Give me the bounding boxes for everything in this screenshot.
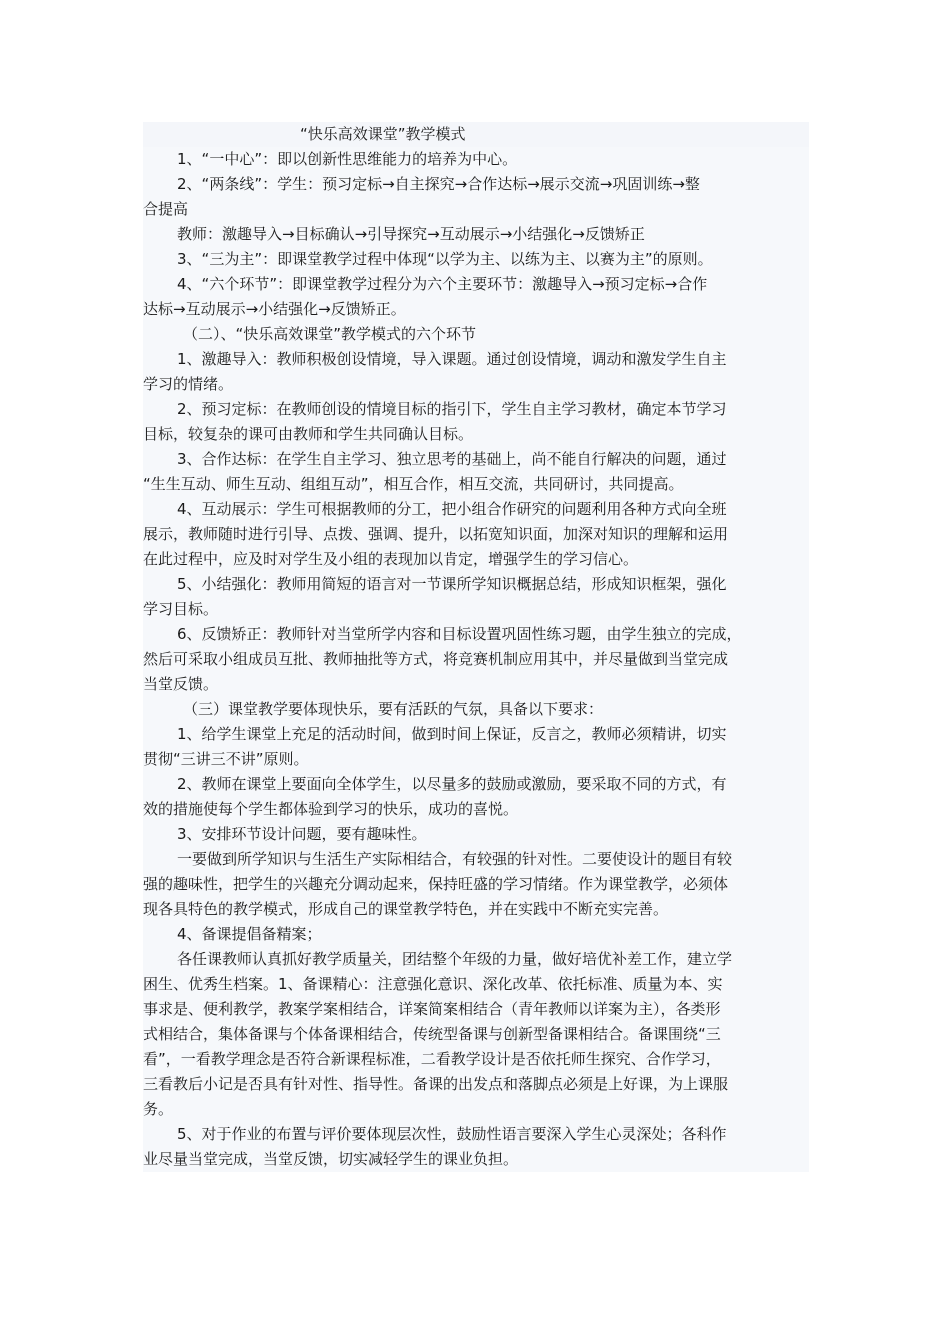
text-line: 3、“三为主”：即课堂教学过程中体现“以学为主、以练为主、以赛为主”的原则。 <box>143 247 809 272</box>
text-line: 6、反馈矫正：教师针对当堂所学内容和目标设置巩固性练习题，由学生独立的完成， <box>143 622 809 647</box>
document-title: “快乐高效课堂”教学模式 <box>143 122 809 147</box>
text-line: 现各具特色的教学模式，形成自己的课堂教学特色，并在实践中不断充实完善。 <box>143 897 809 922</box>
text-line: 一要做到所学知识与生活生产实际相结合，有较强的针对性。二要使设计的题目有较 <box>143 847 809 872</box>
text-line: “生生互动、师生互动、组组互动”，相互合作，相互交流，共同研讨，共同提高。 <box>143 472 809 497</box>
text-line: 4、互动展示：学生可根据教师的分工，把小组合作研究的问题利用各种方式向全班 <box>143 497 809 522</box>
text-line: 学习的情绪。 <box>143 372 809 397</box>
section-heading: （二）、“快乐高效课堂”教学模式的六个环节 <box>143 322 809 347</box>
text-line: 2、教师在课堂上要面向全体学生，以尽量多的鼓励或激励，要采取不同的方式，有 <box>143 772 809 797</box>
text-line: 然后可采取小组成员互批、教师抽批等方式，将竞赛机制应用其中，并尽量做到当堂完成 <box>143 647 809 672</box>
text-line: 2、预习定标：在教师创设的情境目标的指引下，学生自主学习教材，确定本节学习 <box>143 397 809 422</box>
text-line: 贯彻“三讲三不讲”原则。 <box>143 747 809 772</box>
text-line: 事求是、便利教学，教案学案相结合，详案简案相结合（青年教师以详案为主），各类形 <box>143 997 809 1022</box>
text-line: 式相结合，集体备课与个体备课相结合，传统型备课与创新型备课相结合。备课围绕“三 <box>143 1022 809 1047</box>
text-line: 4、备课提倡备精案； <box>143 922 809 947</box>
text-line: 3、安排环节设计问题，要有趣味性。 <box>143 822 809 847</box>
text-line: 看”，一看教学理念是否符合新课程标准，二看教学设计是否依托师生探究、合作学习， <box>143 1047 809 1072</box>
document-page <box>143 122 809 1172</box>
text-line: 1、给学生课堂上充足的活动时间，做到时间上保证，反言之，教师必须精讲，切实 <box>143 722 809 747</box>
text-line: 效的措施使每个学生都体验到学习的快乐，成功的喜悦。 <box>143 797 809 822</box>
text-line: 合提高 <box>143 197 809 222</box>
text-line: 1、“一中心”：即以创新性思维能力的培养为中心。 <box>143 147 809 172</box>
text-line: 教师：激趣导入→目标确认→引导探究→互动展示→小结强化→反馈矫正 <box>143 222 809 247</box>
text-line: 三看教后小记是否具有针对性、指导性。备课的出发点和落脚点必须是上好课，为上课服 <box>143 1072 809 1097</box>
text-line: 当堂反馈。 <box>143 672 809 697</box>
text-line: 达标→互动展示→小结强化→反馈矫正。 <box>143 297 809 322</box>
text-line: 困生、优秀生档案。1、备课精心：注意强化意识、深化改革、依托标准、质量为本、实 <box>143 972 809 997</box>
section-heading: （三）课堂教学要体现快乐，要有活跃的气氛，具备以下要求： <box>143 697 809 722</box>
text-line: 强的趣味性，把学生的兴趣充分调动起来，保持旺盛的学习情绪。作为课堂教学，必须体 <box>143 872 809 897</box>
text-line: 3、合作达标：在学生自主学习、独立思考的基础上，尚不能自行解决的问题，通过 <box>143 447 809 472</box>
text-line: 各任课教师认真抓好教学质量关，团结整个年级的力量，做好培优补差工作，建立学 <box>143 947 809 972</box>
text-line: 2、“两条线”：学生：预习定标→自主探究→合作达标→展示交流→巩固训练→整 <box>143 172 809 197</box>
text-line: 4、“六个环节”：即课堂教学过程分为六个主要环节：激趣导入→预习定标→合作 <box>143 272 809 297</box>
text-line: 学习目标。 <box>143 597 809 622</box>
text-line: 目标，较复杂的课可由教师和学生共同确认目标。 <box>143 422 809 447</box>
text-line: 展示，教师随时进行引导、点拨、强调、提升，以拓宽知识面，加深对知识的理解和运用 <box>143 522 809 547</box>
text-line: 5、小结强化：教师用简短的语言对一节课所学知识概据总结，形成知识框架，强化 <box>143 572 809 597</box>
text-line: 在此过程中，应及时对学生及小组的表现加以肯定，增强学生的学习信心。 <box>143 547 809 572</box>
text-line: 1、激趣导入：教师积极创设情境，导入课题。通过创设情境，调动和激发学生自主 <box>143 347 809 372</box>
text-line: 5、对于作业的布置与评价要体现层次性，鼓励性语言要深入学生心灵深处；各科作 <box>143 1122 809 1147</box>
text-line: 业尽量当堂完成，当堂反馈，切实减轻学生的课业负担。 <box>143 1147 809 1172</box>
text-line: 务。 <box>143 1097 809 1122</box>
